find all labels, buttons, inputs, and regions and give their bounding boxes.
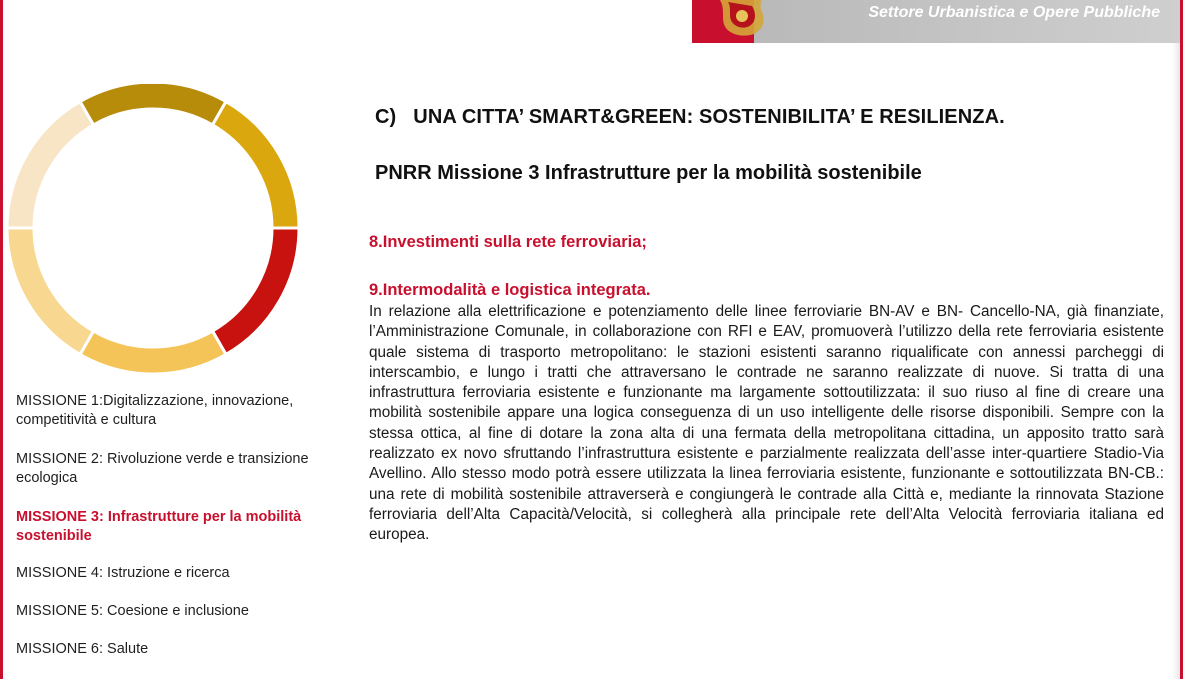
donut-slice-4 <box>80 331 226 374</box>
mission-2-label: MISSIONE 2: Rivoluzione verde e transizione ecologica <box>16 451 309 486</box>
mission-6-label: MISSIONE 6: Salute <box>16 641 149 657</box>
missions-donut-chart <box>6 84 306 384</box>
body-paragraph: In relazione alla elettrificazione e potenziamento delle linee ferroviarie BN-AV e BN- Cancello-NA, già finanziate, l’Amministrazione Comunale, in collaborazione con RFI e EAV, promuoverà l’utilizzo della rete ferroviaria esistente quale sistema di trasporto metropolitano: le stazioni esistenti saranno riqualificate con annessi parcheggi di interscambio, e lungo i tratti che attraversano le contrade ne saranno realizzate di nuove. Si tratta di una infrastruttura ferroviaria esistente e funzionante ma largamente sottoutilizzata: il suo riuso al fine di creare una mobilità sostenibile appare una logica conseguenza di un uso intelligente delle risorse disponibili. Sempre con la stessa ottica, al fine di dotare la zona alta di una fermata della metropolitana cittadina, un apposito tratto sarà realizzato ex novo sfruttando l’infrastruttura esistente e parzialmente realizzata dell’asse inter-quartiere Stadio-Via Avellino. Allo stesso modo potrà essere utilizzata la linea ferroviaria esistente, funzionante e sottoutilizzata BN-CB.: una rete di mobilità sostenibile attraverserà e congiungerà le contrade alla Città e, mediante la rinnovata Stazione ferroviaria dell’Alta Capacità/Velocità, si collegherà alla principale rete dell’Alta Velocità ferroviaria italiana ed europea. <box>369 303 1164 544</box>
mission-subheading: PNRR Missione 3 Infrastrutture per la mobilità sostenibile <box>375 162 922 184</box>
header-title: Settore Urbanistica e Opere Pubbliche <box>868 4 1160 21</box>
item-8-title: 8.Investimenti sulla rete ferroviaria; <box>369 233 647 251</box>
left-border <box>0 0 3 679</box>
mission-4-label: MISSIONE 4: Istruzione e ricerca <box>16 565 230 581</box>
donut-slice-6 <box>7 102 94 228</box>
crest-emblem <box>712 0 772 40</box>
mission-1-label: MISSIONE 1:Digitalizzazione, innovazione, competitività e cultura <box>16 393 294 428</box>
section-heading: C) UNA CITTA’ SMART&GREEN: SOSTENIBILITA’ E RESILIENZA. <box>375 106 1005 128</box>
right-border <box>1180 0 1183 679</box>
donut-slice-2 <box>213 102 300 228</box>
donut-slice-5 <box>7 228 94 354</box>
item-9-title: 9.Intermodalità e logistica integrata. <box>369 281 651 299</box>
mission-3-label: MISSIONE 3: Infrastrutture per la mobilità sostenibile <box>16 509 306 544</box>
mission-5-label: MISSIONE 5: Coesione e inclusione <box>16 603 249 619</box>
donut-slice-1 <box>80 84 226 125</box>
right-border-shade <box>1172 0 1180 679</box>
donut-slice-3 <box>213 228 300 354</box>
